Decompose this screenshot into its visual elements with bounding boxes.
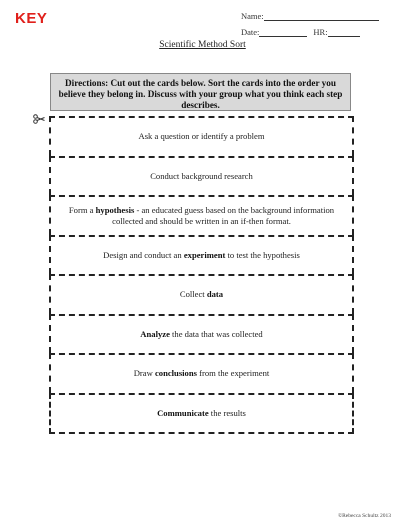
card-list <box>49 116 354 434</box>
step-card <box>49 353 354 393</box>
card-text-post: the results <box>208 407 246 418</box>
hr-label: HR: <box>313 27 328 37</box>
card-text-keyword: conclusions <box>154 368 197 379</box>
directions-box: Directions: Cut out the cards below. Sort the cards into the order you believe they belong in. Discuss with your group what you think each step describes. <box>50 73 351 111</box>
step-card <box>49 274 354 314</box>
card-text-pre: Ask a question or identify a problem <box>138 131 265 142</box>
name-label: Name: <box>241 11 264 21</box>
card-text-post: the data that was collected <box>169 328 263 339</box>
card-text-keyword: experiment <box>183 249 226 260</box>
date-label: Date: <box>241 27 260 37</box>
card-text-pre: Design and conduct an <box>103 249 184 260</box>
card-text-pre: Draw <box>133 368 155 379</box>
name-field <box>241 11 379 21</box>
scissors-icon <box>33 114 45 124</box>
card-text-pre: Conduct background research <box>150 170 253 181</box>
card-text-keyword: Communicate <box>157 407 209 418</box>
step-card-text <box>138 131 264 142</box>
step-card-text <box>134 368 270 379</box>
name-input-line[interactable] <box>264 11 379 21</box>
step-card <box>49 235 354 275</box>
step-card-text <box>140 329 262 340</box>
step-card <box>49 116 354 156</box>
date-input-line[interactable] <box>259 27 307 37</box>
card-text-post: from the experiment <box>196 368 270 379</box>
card-text-pre: Form a <box>68 204 96 215</box>
copyright-text: ©Rebecca Schultz 2013 <box>337 513 391 519</box>
page-title: Scientific Method Sort <box>159 40 246 50</box>
step-card <box>49 156 354 196</box>
step-card <box>49 195 354 235</box>
key-label: KEY <box>15 10 48 27</box>
step-card <box>49 393 354 435</box>
step-card-text <box>180 289 223 300</box>
card-text-keyword: hypothesis <box>95 204 135 215</box>
hr-input-line[interactable] <box>328 27 360 37</box>
card-text-post: to test the hypothesis <box>225 249 300 260</box>
step-card <box>49 314 354 354</box>
card-text-pre: Collect <box>179 289 207 300</box>
step-card-text <box>157 408 246 419</box>
date-hr-field <box>241 27 360 37</box>
card-text-post: - an educated guess based on the background information collected and should be written in an if-then format. <box>112 204 335 226</box>
card-text-keyword: Analyze <box>140 328 170 339</box>
step-card-text <box>150 171 253 182</box>
card-text-keyword: data <box>206 289 224 300</box>
step-card-text <box>63 205 340 227</box>
step-card-text <box>103 250 300 261</box>
